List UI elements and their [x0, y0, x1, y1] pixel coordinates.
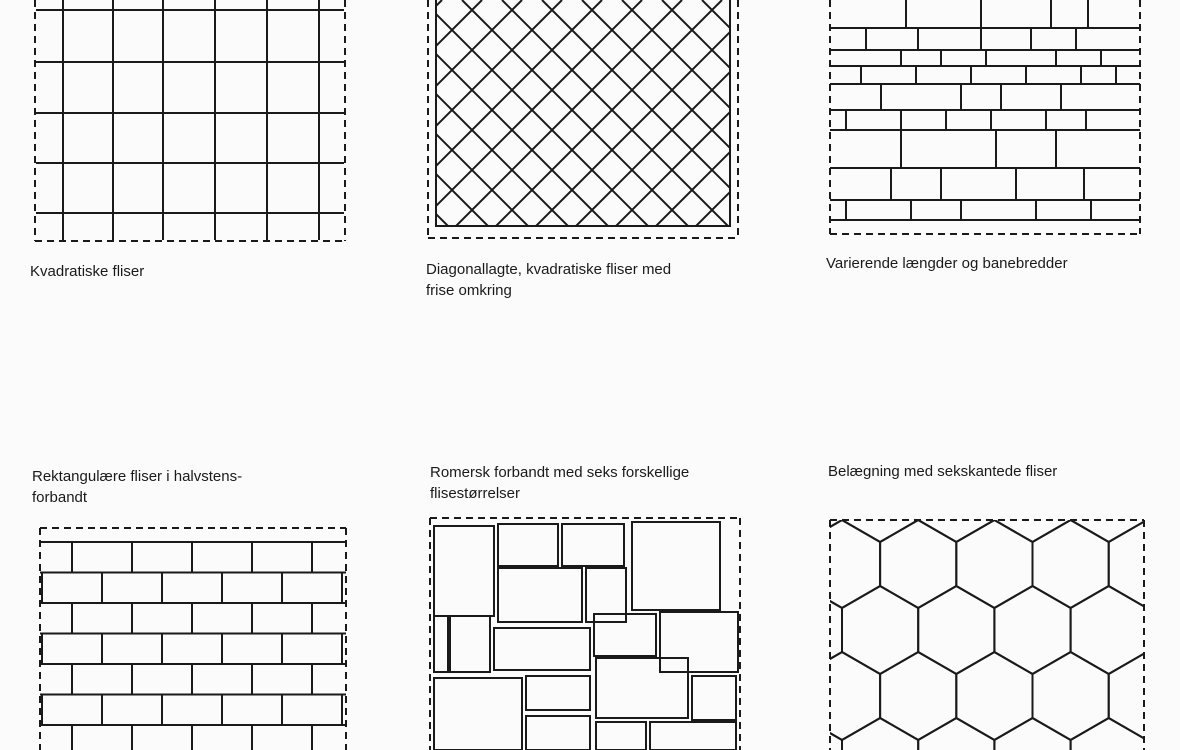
roman-bond-pattern	[428, 516, 744, 750]
diagonal-tile-pattern	[422, 0, 744, 246]
caption-line: Belægning med sekskantede fliser	[828, 463, 1058, 480]
square-grid-lines	[36, 0, 344, 240]
caption-roman-bond	[430, 462, 689, 504]
caption-line: flisestørrelser	[430, 485, 521, 502]
caption-line: Varierende længder og banebredder	[826, 255, 1068, 272]
caption-line: Diagonallagte, kvadratiske fliser med	[426, 261, 672, 278]
caption-varying-lengths	[826, 253, 1068, 274]
panel-roman-bond	[428, 516, 744, 750]
panel-varying-lengths	[826, 0, 1148, 238]
caption-line: Romersk forbandt med seks forskellige	[430, 464, 690, 481]
hexagon-tiles	[826, 516, 1150, 750]
varying-lengths-pattern	[826, 0, 1148, 238]
varying-course-lines	[830, 0, 1140, 220]
caption-half-bond	[32, 466, 242, 508]
caption-line: forbandt	[32, 489, 88, 506]
caption-diagonal-tiles	[426, 259, 671, 301]
square-tile-pattern	[30, 0, 352, 246]
caption-line: Kvadratiske fliser	[30, 263, 145, 280]
varying-panel-cut-edge	[830, 0, 1140, 234]
caption-line: Rektangulære fliser i halvstens-	[32, 468, 243, 485]
square-panel-cut-edge	[35, 0, 345, 241]
half-bond-lines	[40, 542, 346, 750]
panel-square-tiles	[30, 0, 352, 246]
diagonal-grid-lines	[422, 0, 744, 246]
half-bond-pattern	[36, 524, 352, 750]
hexagon-cut-edge	[830, 520, 1144, 750]
caption-square-tiles	[30, 261, 144, 282]
caption-line: frise omkring	[426, 282, 512, 299]
panel-hexagon-tiles	[826, 516, 1150, 750]
hexagon-pattern	[826, 516, 1150, 750]
panel-half-bond	[36, 524, 352, 750]
roman-bond-tiles	[434, 522, 738, 750]
caption-hexagon-tiles	[828, 461, 1057, 482]
frieze-border	[436, 0, 730, 226]
panel-diagonal-tiles	[422, 0, 744, 246]
